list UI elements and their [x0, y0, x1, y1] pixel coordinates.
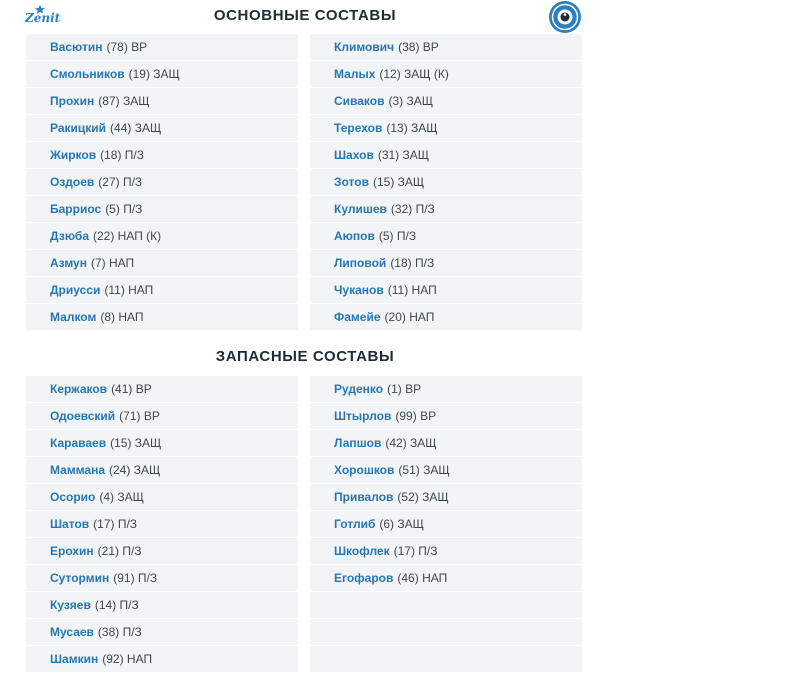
player-number-position: (91) П/З	[113, 571, 158, 585]
player-name-link[interactable]: Чуканов	[334, 283, 384, 297]
player-name-link[interactable]: Оздоев	[50, 175, 95, 189]
player-name-link[interactable]: Готлиб	[334, 517, 376, 531]
player-name-link[interactable]: Аюпов	[334, 229, 375, 243]
player-row	[26, 457, 298, 483]
player-name-link[interactable]: Хорошков	[334, 463, 395, 477]
player-name-link[interactable]: Привалов	[334, 490, 394, 504]
player-row	[310, 61, 582, 87]
player-name-link[interactable]: Васютин	[50, 40, 103, 54]
player-name-link[interactable]: Фамейе	[334, 310, 381, 324]
player-row	[26, 376, 298, 402]
away-subs-list	[310, 376, 582, 673]
player-name-link[interactable]: Дриусси	[50, 283, 101, 297]
player-row	[310, 538, 582, 564]
player-row	[26, 430, 298, 456]
player-name-link[interactable]: Караваев	[50, 436, 107, 450]
player-name-link[interactable]: Смольников	[50, 67, 125, 81]
player-row	[310, 223, 582, 249]
player-number-position: (41) ВР	[111, 382, 152, 396]
lineup-title: ОСНОВНЫЕ СОСТАВЫ	[213, 7, 397, 24]
player-name-link[interactable]: Шкофлек	[334, 544, 390, 558]
player-row	[310, 565, 582, 591]
player-name-link[interactable]: Ракицкий	[50, 121, 107, 135]
player-row	[310, 376, 582, 402]
player-number-position: (4) ЗАЩ	[99, 490, 144, 504]
player-name-link[interactable]: Маммана	[50, 463, 106, 477]
player-number-position: (92) НАП	[102, 652, 153, 666]
player-name-link[interactable]: Шамкин	[50, 652, 99, 666]
player-name-link[interactable]: Терехов	[334, 121, 383, 135]
player-row	[310, 619, 582, 645]
player-row	[26, 277, 298, 303]
player-row	[26, 169, 298, 195]
player-row	[310, 277, 582, 303]
player-number-position: (87) ЗАЩ	[98, 94, 150, 108]
player-number-position: (6) ЗАЩ	[379, 517, 424, 531]
player-row	[26, 304, 298, 330]
player-name-link[interactable]: Кулишев	[334, 202, 387, 216]
player-row	[26, 196, 298, 222]
player-number-position: (42) ЗАЩ	[385, 436, 437, 450]
player-name-link[interactable]: Кержаков	[50, 382, 108, 396]
player-name-link[interactable]: Барриос	[50, 202, 102, 216]
player-number-position: (12) ЗАЩ (К)	[379, 67, 449, 81]
player-number-position: (46) НАП	[397, 571, 448, 585]
player-row	[310, 484, 582, 510]
player-row	[310, 403, 582, 429]
player-number-position: (32) П/З	[390, 202, 435, 216]
player-row	[26, 565, 298, 591]
player-number-position: (7) НАП	[90, 256, 135, 270]
player-row	[26, 511, 298, 537]
player-number-position: (5) П/З	[105, 202, 143, 216]
player-number-position: (24) ЗАЩ	[109, 463, 161, 477]
player-number-position: (11) НАП	[387, 283, 437, 297]
player-number-position: (1) ВР	[387, 382, 422, 396]
player-row	[26, 34, 298, 60]
svg-text:Zenit: Zenit	[25, 11, 60, 25]
player-number-position: (18) П/З	[100, 148, 144, 162]
player-number-position: (14) П/З	[94, 598, 139, 612]
player-number-position: (21) П/З	[97, 544, 142, 558]
player-name-link[interactable]: Климович	[334, 40, 395, 54]
player-row	[26, 61, 298, 87]
player-name-link[interactable]: Кузяев	[50, 598, 91, 612]
player-number-position: (17) П/З	[393, 544, 438, 558]
player-number-position: (18) П/З	[390, 256, 435, 270]
player-name-link[interactable]: Шатов	[50, 517, 90, 531]
player-row	[310, 646, 582, 672]
player-name-link[interactable]: Ерохин	[50, 544, 94, 558]
player-number-position: (78) ВР	[106, 40, 148, 54]
player-row	[26, 484, 298, 510]
player-number-position: (20) НАП	[384, 310, 435, 324]
player-name-link[interactable]: Азмун	[50, 256, 87, 270]
player-number-position: (19) ЗАЩ	[128, 67, 180, 81]
player-number-position: (71) ВР	[119, 409, 160, 423]
player-number-position: (44) ЗАЩ	[110, 121, 162, 135]
player-name-link[interactable]: Сутормин	[50, 571, 110, 585]
player-row	[310, 457, 582, 483]
player-row	[310, 115, 582, 141]
player-row	[26, 592, 298, 618]
player-row	[26, 538, 298, 564]
subs-title: ЗАПАСНЫЕ СОСТАВЫ	[215, 348, 395, 365]
player-number-position: (99) ВР	[395, 409, 437, 423]
player-row	[310, 169, 582, 195]
player-row	[310, 250, 582, 276]
player-number-position: (38) П/З	[97, 625, 142, 639]
player-row	[310, 88, 582, 114]
player-number-position: (8) НАП	[100, 310, 144, 324]
player-name-link[interactable]: Дзюба	[50, 229, 89, 243]
player-number-position: (31) ЗАЩ	[377, 148, 430, 162]
player-name-link[interactable]: Руденко	[334, 382, 384, 396]
player-number-position: (15) ЗАЩ	[372, 175, 425, 189]
player-name-link[interactable]: Егофаров	[334, 571, 394, 585]
player-name-link[interactable]: Прохин	[50, 94, 95, 108]
player-name-link[interactable]: Жирков	[50, 148, 97, 162]
player-number-position: (38) ВР	[398, 40, 439, 54]
player-row	[310, 34, 582, 60]
player-name-link[interactable]: Одоевский	[50, 409, 116, 423]
player-name-link[interactable]: Мусаев	[50, 625, 94, 639]
player-name-link[interactable]: Осорио	[50, 490, 96, 504]
home-subs-list	[26, 376, 298, 673]
player-number-position: (17) П/З	[93, 517, 138, 531]
player-number-position: (15) ЗАЩ	[110, 436, 162, 450]
player-row	[26, 115, 298, 141]
away-lineup-list	[310, 34, 582, 331]
player-row	[310, 196, 582, 222]
player-row	[26, 88, 298, 114]
player-row	[26, 619, 298, 645]
player-name-link[interactable]: Штырлов	[334, 409, 392, 423]
player-row	[26, 403, 298, 429]
player-number-position: (52) ЗАЩ	[397, 490, 449, 504]
player-number-position: (27) П/З	[98, 175, 143, 189]
home-lineup-list	[26, 34, 298, 331]
player-name-link[interactable]: Шахов	[334, 148, 374, 162]
player-row	[26, 646, 298, 672]
player-number-position: (3) ЗАЩ	[388, 94, 434, 108]
player-row	[26, 250, 298, 276]
player-row	[310, 511, 582, 537]
player-row	[26, 142, 298, 168]
player-number-position: (13) ЗАЩ	[386, 121, 438, 135]
player-row	[310, 592, 582, 618]
player-number-position: (51) ЗАЩ	[398, 463, 450, 477]
player-row	[26, 223, 298, 249]
player-number-position: (22) НАП (К)	[93, 229, 162, 243]
player-name-link[interactable]: Сиваков	[334, 94, 385, 108]
player-row	[310, 430, 582, 456]
player-row	[310, 304, 582, 330]
player-number-position: (11) НАП	[104, 283, 154, 297]
player-row	[310, 142, 582, 168]
player-name-link[interactable]: Малых	[334, 67, 376, 81]
player-name-link[interactable]: Лапшов	[334, 436, 382, 450]
player-name-link[interactable]: Липовой	[334, 256, 387, 270]
player-name-link[interactable]: Малком	[50, 310, 97, 324]
player-number-position: (5) П/З	[378, 229, 417, 243]
player-name-link[interactable]: Зотов	[334, 175, 369, 189]
